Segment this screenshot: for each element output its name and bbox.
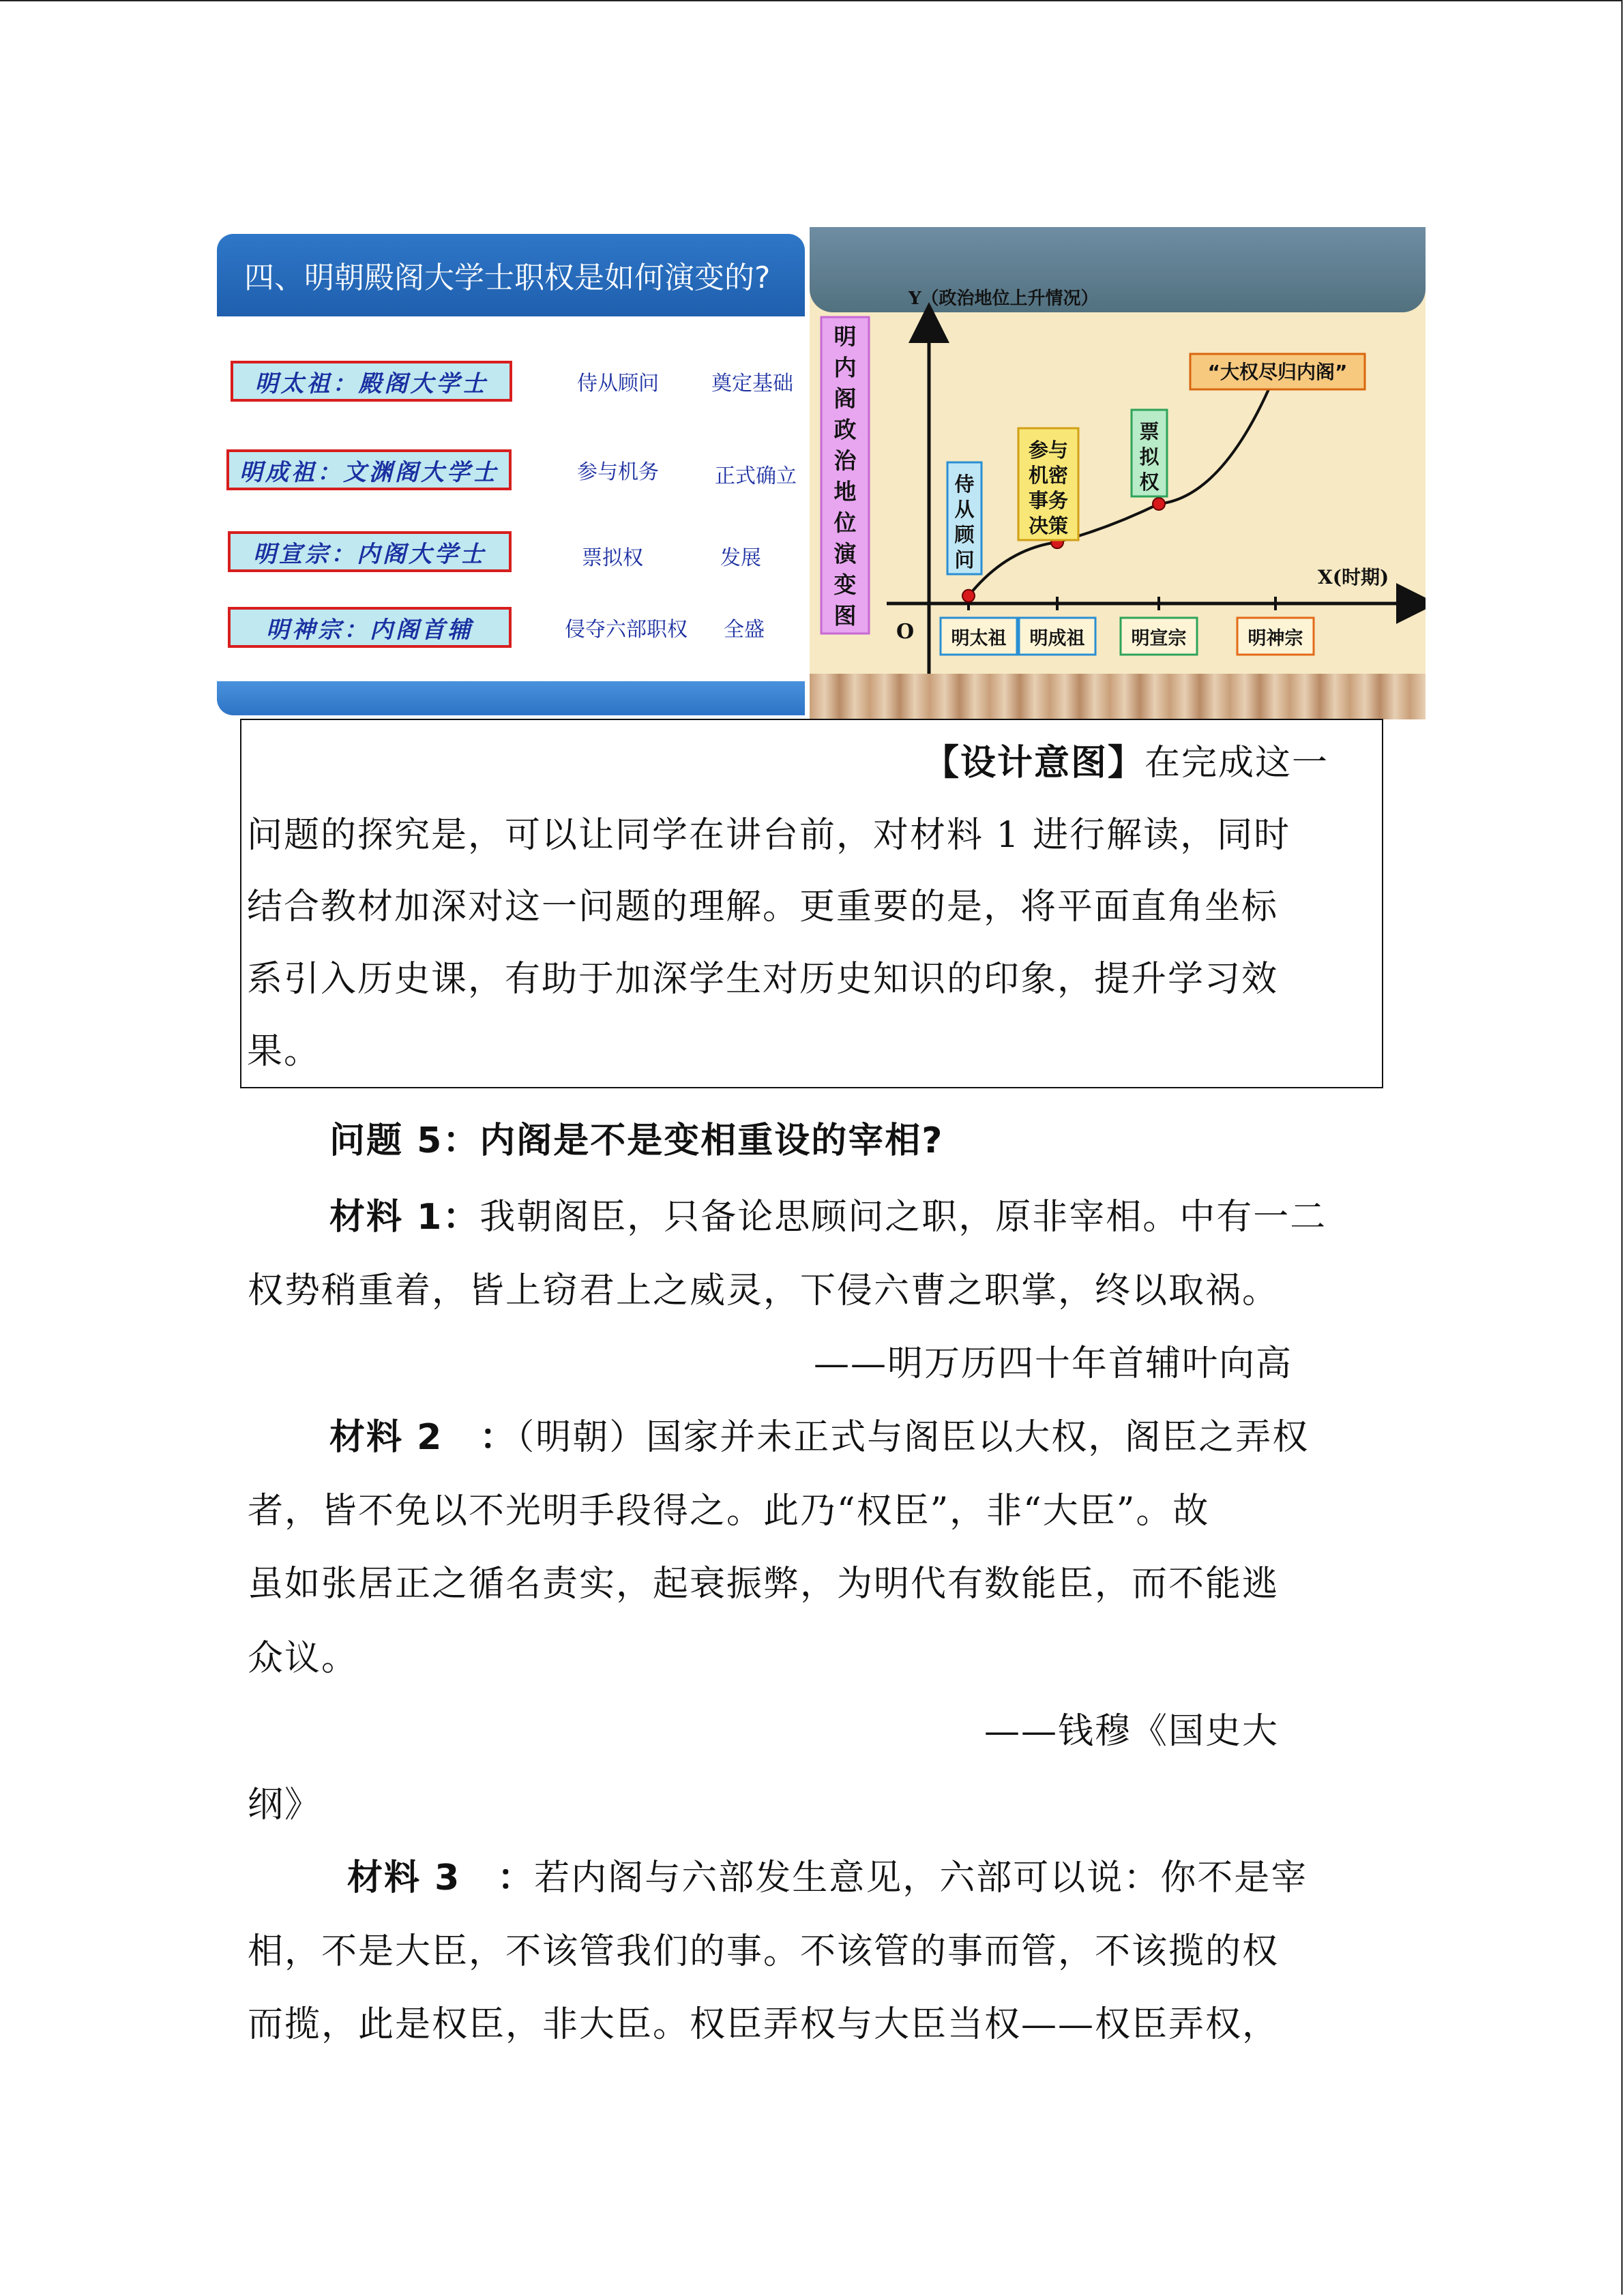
design-line: 果。 bbox=[247, 1031, 321, 1072]
material-text: 若内阁与六部发生意见，六部可以说：你不是宰 bbox=[534, 1858, 1308, 1898]
design-line-text: 在完成这一 bbox=[1145, 743, 1329, 784]
design-line: 结合教材加深对这一问题的理解。更重要的是，将平面直角坐标 bbox=[247, 886, 1279, 927]
material-label: 材料 2 ： bbox=[329, 1417, 517, 1458]
x-tick-label: 明宣宗 bbox=[1131, 628, 1187, 649]
material-2-source-cont: 纲》 bbox=[248, 1785, 322, 1825]
material-1-line: 权势稍重着，皆上窃君上之威灵，下侵六曹之职掌，终以取祸。 bbox=[248, 1270, 1280, 1311]
slide-footer bbox=[217, 681, 805, 715]
material-1-source: ——明万历四十年首辅叶向高 bbox=[814, 1343, 1293, 1384]
point-label: 侍从顾问 bbox=[954, 473, 975, 571]
role-text: 侍从顾问 bbox=[577, 372, 659, 396]
x-axis-label: X(时期) bbox=[1318, 566, 1389, 588]
design-intent-box bbox=[240, 719, 1383, 1088]
chart-svg bbox=[810, 227, 1426, 719]
slide-row bbox=[231, 361, 803, 406]
slide-row bbox=[231, 449, 803, 494]
material-2-line: 者，皆不免以不光明手段得之。此乃“权臣”，非“大臣”。故 bbox=[248, 1491, 1210, 1532]
material-text: 我朝阁臣，只备论思顾问之职，原非宰相。中有一二 bbox=[479, 1197, 1327, 1238]
material-3-line bbox=[347, 1849, 1308, 1900]
chart-title: 明内阁政治地位演变图 bbox=[833, 323, 857, 629]
emperor-box: 明神宗：内阁首辅 bbox=[228, 607, 512, 648]
material-text: （明朝）国家并未正式与阁臣以大权，阁臣之弄权 bbox=[516, 1417, 1310, 1458]
slide-row bbox=[231, 531, 803, 576]
point-label: “大权尽归内阁” bbox=[1207, 361, 1348, 383]
chart-marks bbox=[941, 354, 1365, 655]
material-2-line: 众议。 bbox=[248, 1638, 359, 1679]
material-3-line: 相，不是大臣，不该管我们的事。不该管的事而管，不该揽的权 bbox=[248, 1931, 1280, 1972]
emperor-box: 明宣宗：内阁大学士 bbox=[228, 531, 512, 572]
material-1-line bbox=[329, 1188, 1327, 1239]
x-tick-label: 明太祖 bbox=[951, 628, 1007, 649]
chart-panel bbox=[810, 227, 1426, 719]
slide-title: 四、明朝殿阁大学士职权是如何演变的? bbox=[244, 260, 771, 295]
material-2-line: 虽如张居正之循名责实，起衰振弊，为明代有数能臣，而不能逃 bbox=[248, 1564, 1280, 1605]
design-line bbox=[924, 734, 1329, 785]
role-text: 参与机务 bbox=[577, 460, 659, 484]
material-2-line bbox=[329, 1408, 1309, 1459]
emperor-box: 明太祖：殿阁大学士 bbox=[231, 361, 512, 402]
question-title: 问题 5：内阁是不是变相重设的宰相? bbox=[329, 1120, 944, 1161]
point-label: 票拟权 bbox=[1139, 420, 1160, 494]
chart-footer bbox=[810, 674, 1426, 719]
x-tick-label: 明神宗 bbox=[1247, 628, 1303, 649]
data-point bbox=[1153, 498, 1165, 510]
series-line bbox=[969, 374, 1275, 596]
y-axis-label: Y（政治地位上升情况） bbox=[909, 288, 1099, 309]
origin-label: O bbox=[896, 620, 915, 644]
design-label: 【设计意图】 bbox=[924, 742, 1145, 784]
x-tick-label: 明成祖 bbox=[1029, 628, 1085, 649]
design-line: 问题的探究是，可以让同学在讲台前，对材料 1 进行解读，同时 bbox=[247, 815, 1291, 856]
slide-panel bbox=[217, 234, 805, 715]
emperor-box: 明成祖：文渊阁大学士 bbox=[226, 449, 512, 490]
material-label: 材料 1： bbox=[329, 1197, 480, 1238]
stage-text: 发展 bbox=[720, 546, 761, 570]
stage-text: 全盛 bbox=[724, 618, 765, 642]
role-text: 票拟权 bbox=[582, 546, 643, 570]
slide-row bbox=[231, 607, 803, 652]
material-3-line: 而揽，此是权臣，非大臣。权臣弄权与大臣当权——权臣弄权， bbox=[248, 2004, 1280, 2045]
stage-text: 奠定基础 bbox=[711, 372, 793, 396]
design-line: 系引入历史课，有助于加深学生对历史知识的印象，提升学习效 bbox=[247, 959, 1279, 1000]
material-label: 材料 3 ： bbox=[347, 1858, 535, 1898]
material-2-source: ——钱穆《国史大 bbox=[984, 1711, 1280, 1752]
point-label: 参与机密事务决策 bbox=[1028, 438, 1069, 537]
data-point bbox=[962, 590, 975, 602]
role-text: 侵夺六部职权 bbox=[565, 618, 688, 642]
stage-text: 正式确立 bbox=[715, 464, 797, 488]
slide-header bbox=[217, 234, 805, 316]
